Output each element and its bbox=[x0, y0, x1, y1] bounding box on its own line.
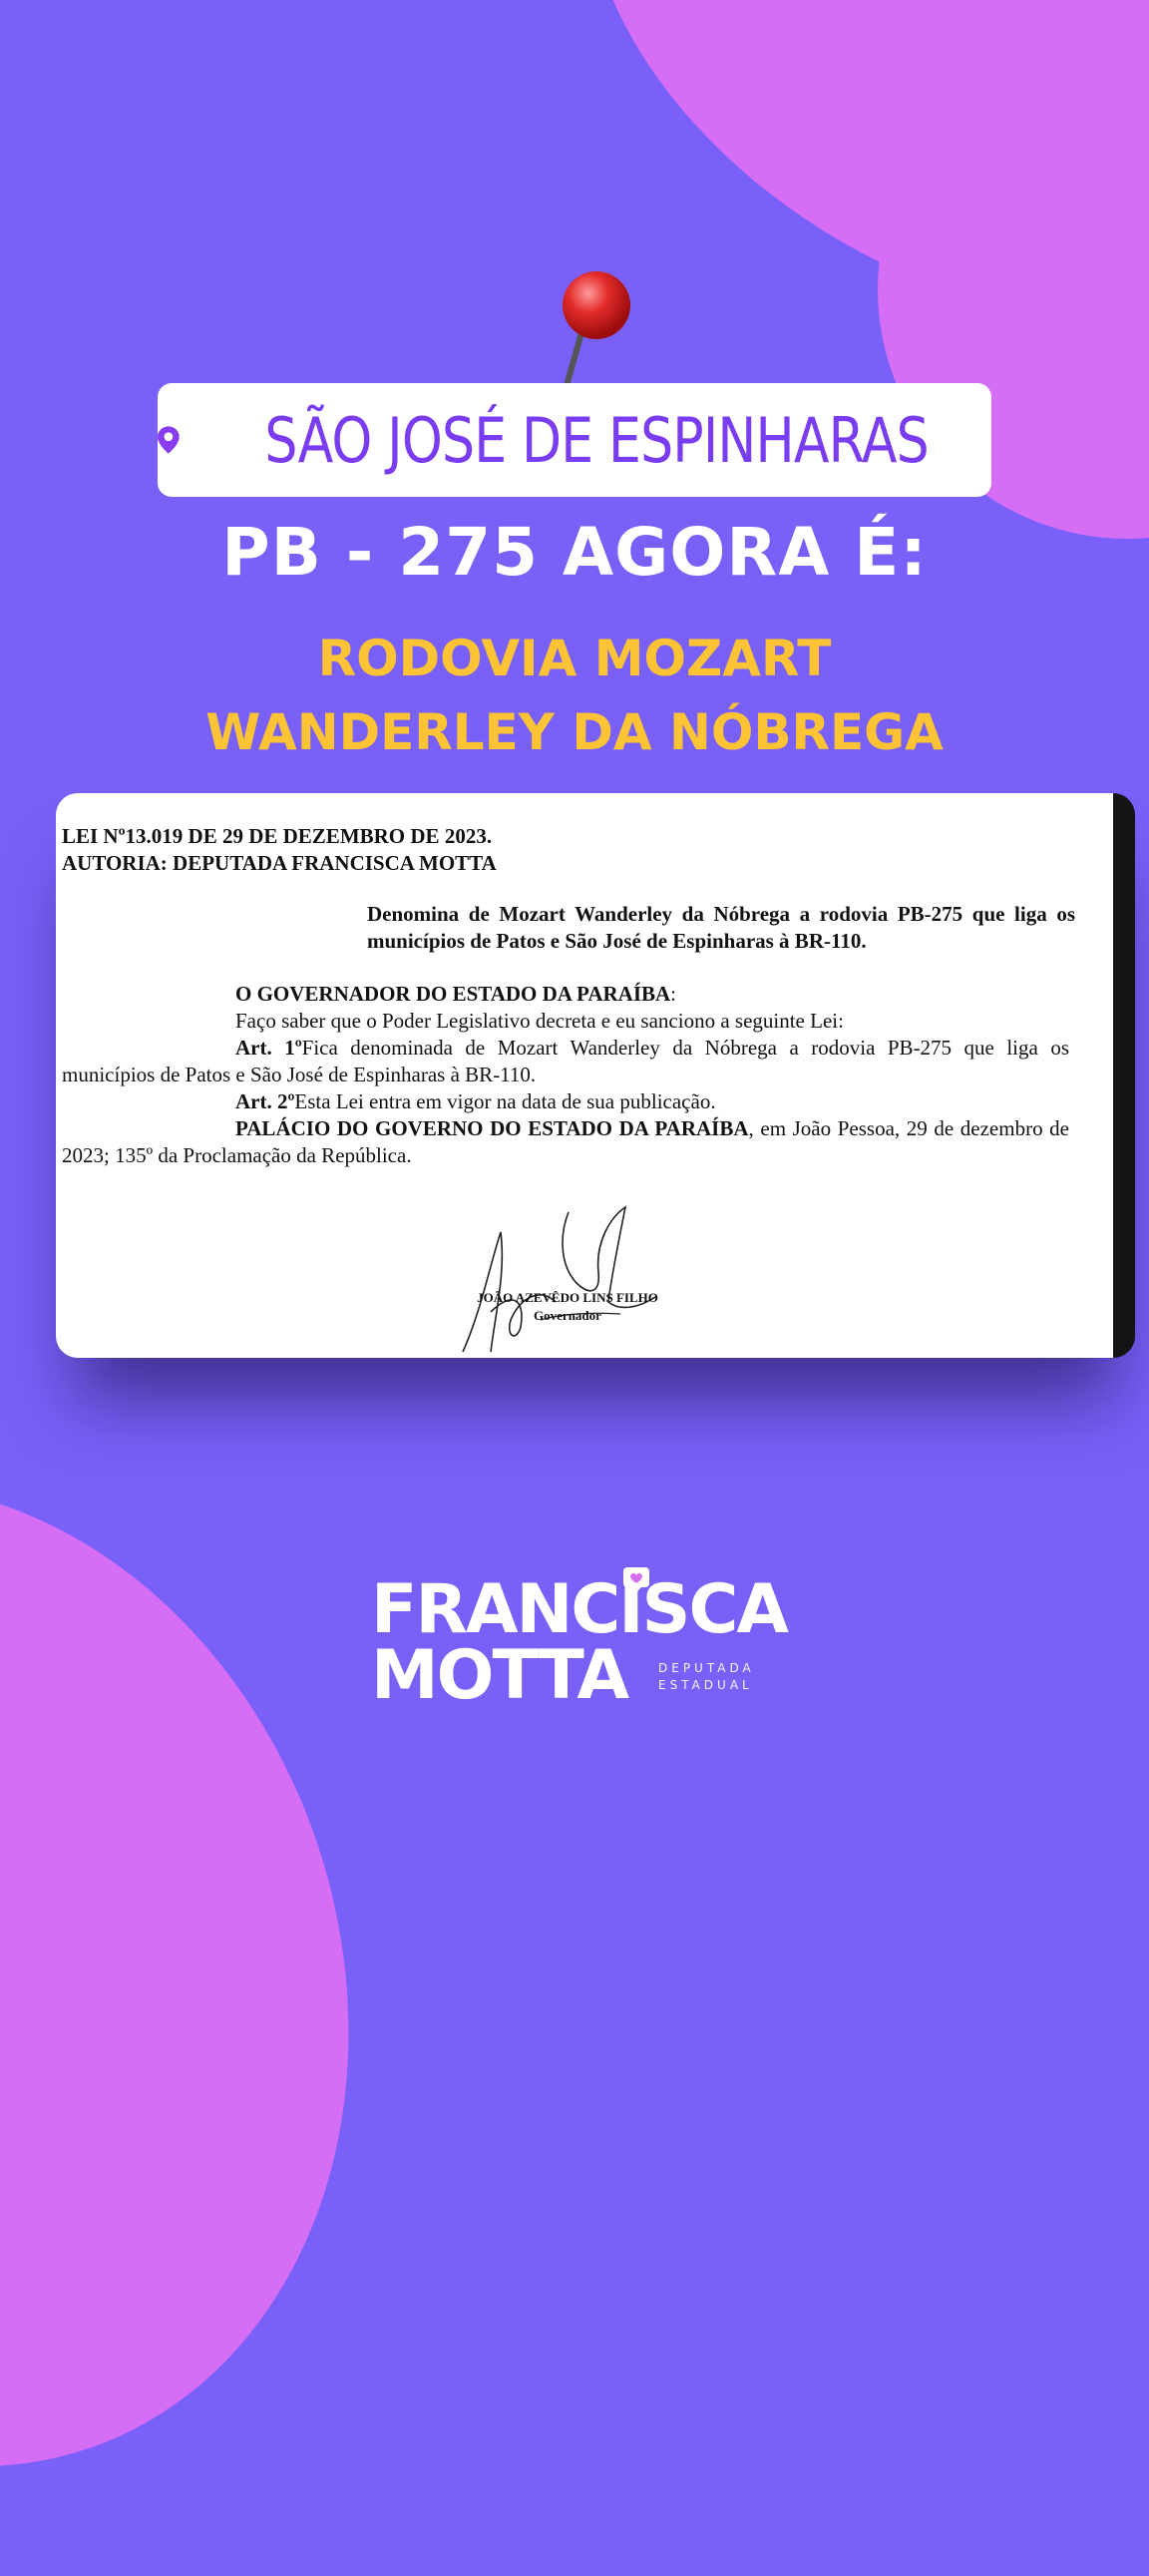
article-1-label: Art. 1º bbox=[235, 1036, 302, 1060]
article-2-text: Esta Lei entra em vigor na data de sua publicação. bbox=[294, 1089, 716, 1113]
road-name bbox=[0, 622, 1149, 769]
governor-title-suffix: : bbox=[670, 982, 677, 1006]
law-header bbox=[62, 823, 1089, 877]
governor-title: O GOVERNADOR DO ESTADO DA PARAÍBA bbox=[235, 982, 671, 1006]
article-1-text: Fica denominada de Mozart Wanderley da Nóbrega a rodovia PB-275 que liga os municípios de Patos e São José de Espinharas à BR-110. bbox=[62, 1036, 1069, 1086]
law-title: LEI Nº13.019 DE 29 DE DEZEMBRO DE 2023. bbox=[62, 824, 493, 848]
governor-heading bbox=[235, 981, 1089, 1008]
law-document-card bbox=[56, 793, 1135, 1358]
handwritten-signature bbox=[451, 1202, 690, 1358]
signatory-name: JOÃO AZEVÊDO LINS FILHO bbox=[477, 1290, 658, 1305]
signatory-role: Governador bbox=[534, 1308, 601, 1323]
road-name-line2: WANDERLEY DA NÓBREGA bbox=[205, 703, 944, 761]
location-pill bbox=[158, 383, 991, 497]
brand-name-line1: FRANCISCA bbox=[371, 1570, 788, 1649]
palace-paragraph bbox=[62, 1115, 1069, 1169]
brand-logo bbox=[371, 1566, 800, 1726]
article-1 bbox=[62, 1035, 1069, 1088]
brand-name-line2: MOTTA bbox=[371, 1636, 628, 1715]
article-2-label: Art. 2º bbox=[235, 1089, 295, 1113]
brand-subtitle-line2: ESTADUAL bbox=[658, 1678, 753, 1692]
palace-label: PALÁCIO DO GOVERNO DO ESTADO DA PARAÍBA bbox=[235, 1116, 749, 1140]
pushpin-icon bbox=[547, 267, 636, 397]
brand-subtitle bbox=[658, 1660, 755, 1694]
law-summary: Denomina de Mozart Wanderley da Nóbrega a rodovia PB-275 que liga os municípios de Patos e São José de Espinharas à BR-110. bbox=[367, 902, 1075, 953]
law-document bbox=[62, 823, 1089, 1169]
decree-line: Faço saber que o Poder Legislativo decreta e eu sanciono a seguinte Lei: bbox=[235, 1009, 844, 1033]
road-name-line1: RODOVIA MOZART bbox=[317, 630, 832, 687]
decorative-blob-bottom bbox=[0, 1375, 473, 2576]
brand-subtitle-line1: DEPUTADA bbox=[658, 1661, 755, 1675]
law-authorship: AUTORIA: DEPUTADA FRANCISCA MOTTA bbox=[62, 851, 497, 875]
location-label: SÃO JOSÉ DE ESPINHARAS bbox=[264, 403, 929, 477]
map-pin-icon bbox=[158, 414, 180, 466]
article-2 bbox=[235, 1088, 1089, 1115]
headline: PB - 275 AGORA É: bbox=[221, 514, 928, 591]
palace-text: , em João Pessoa, 29 de dezembro de 2023; 135º da Proclamação da República. bbox=[62, 1116, 1070, 1167]
